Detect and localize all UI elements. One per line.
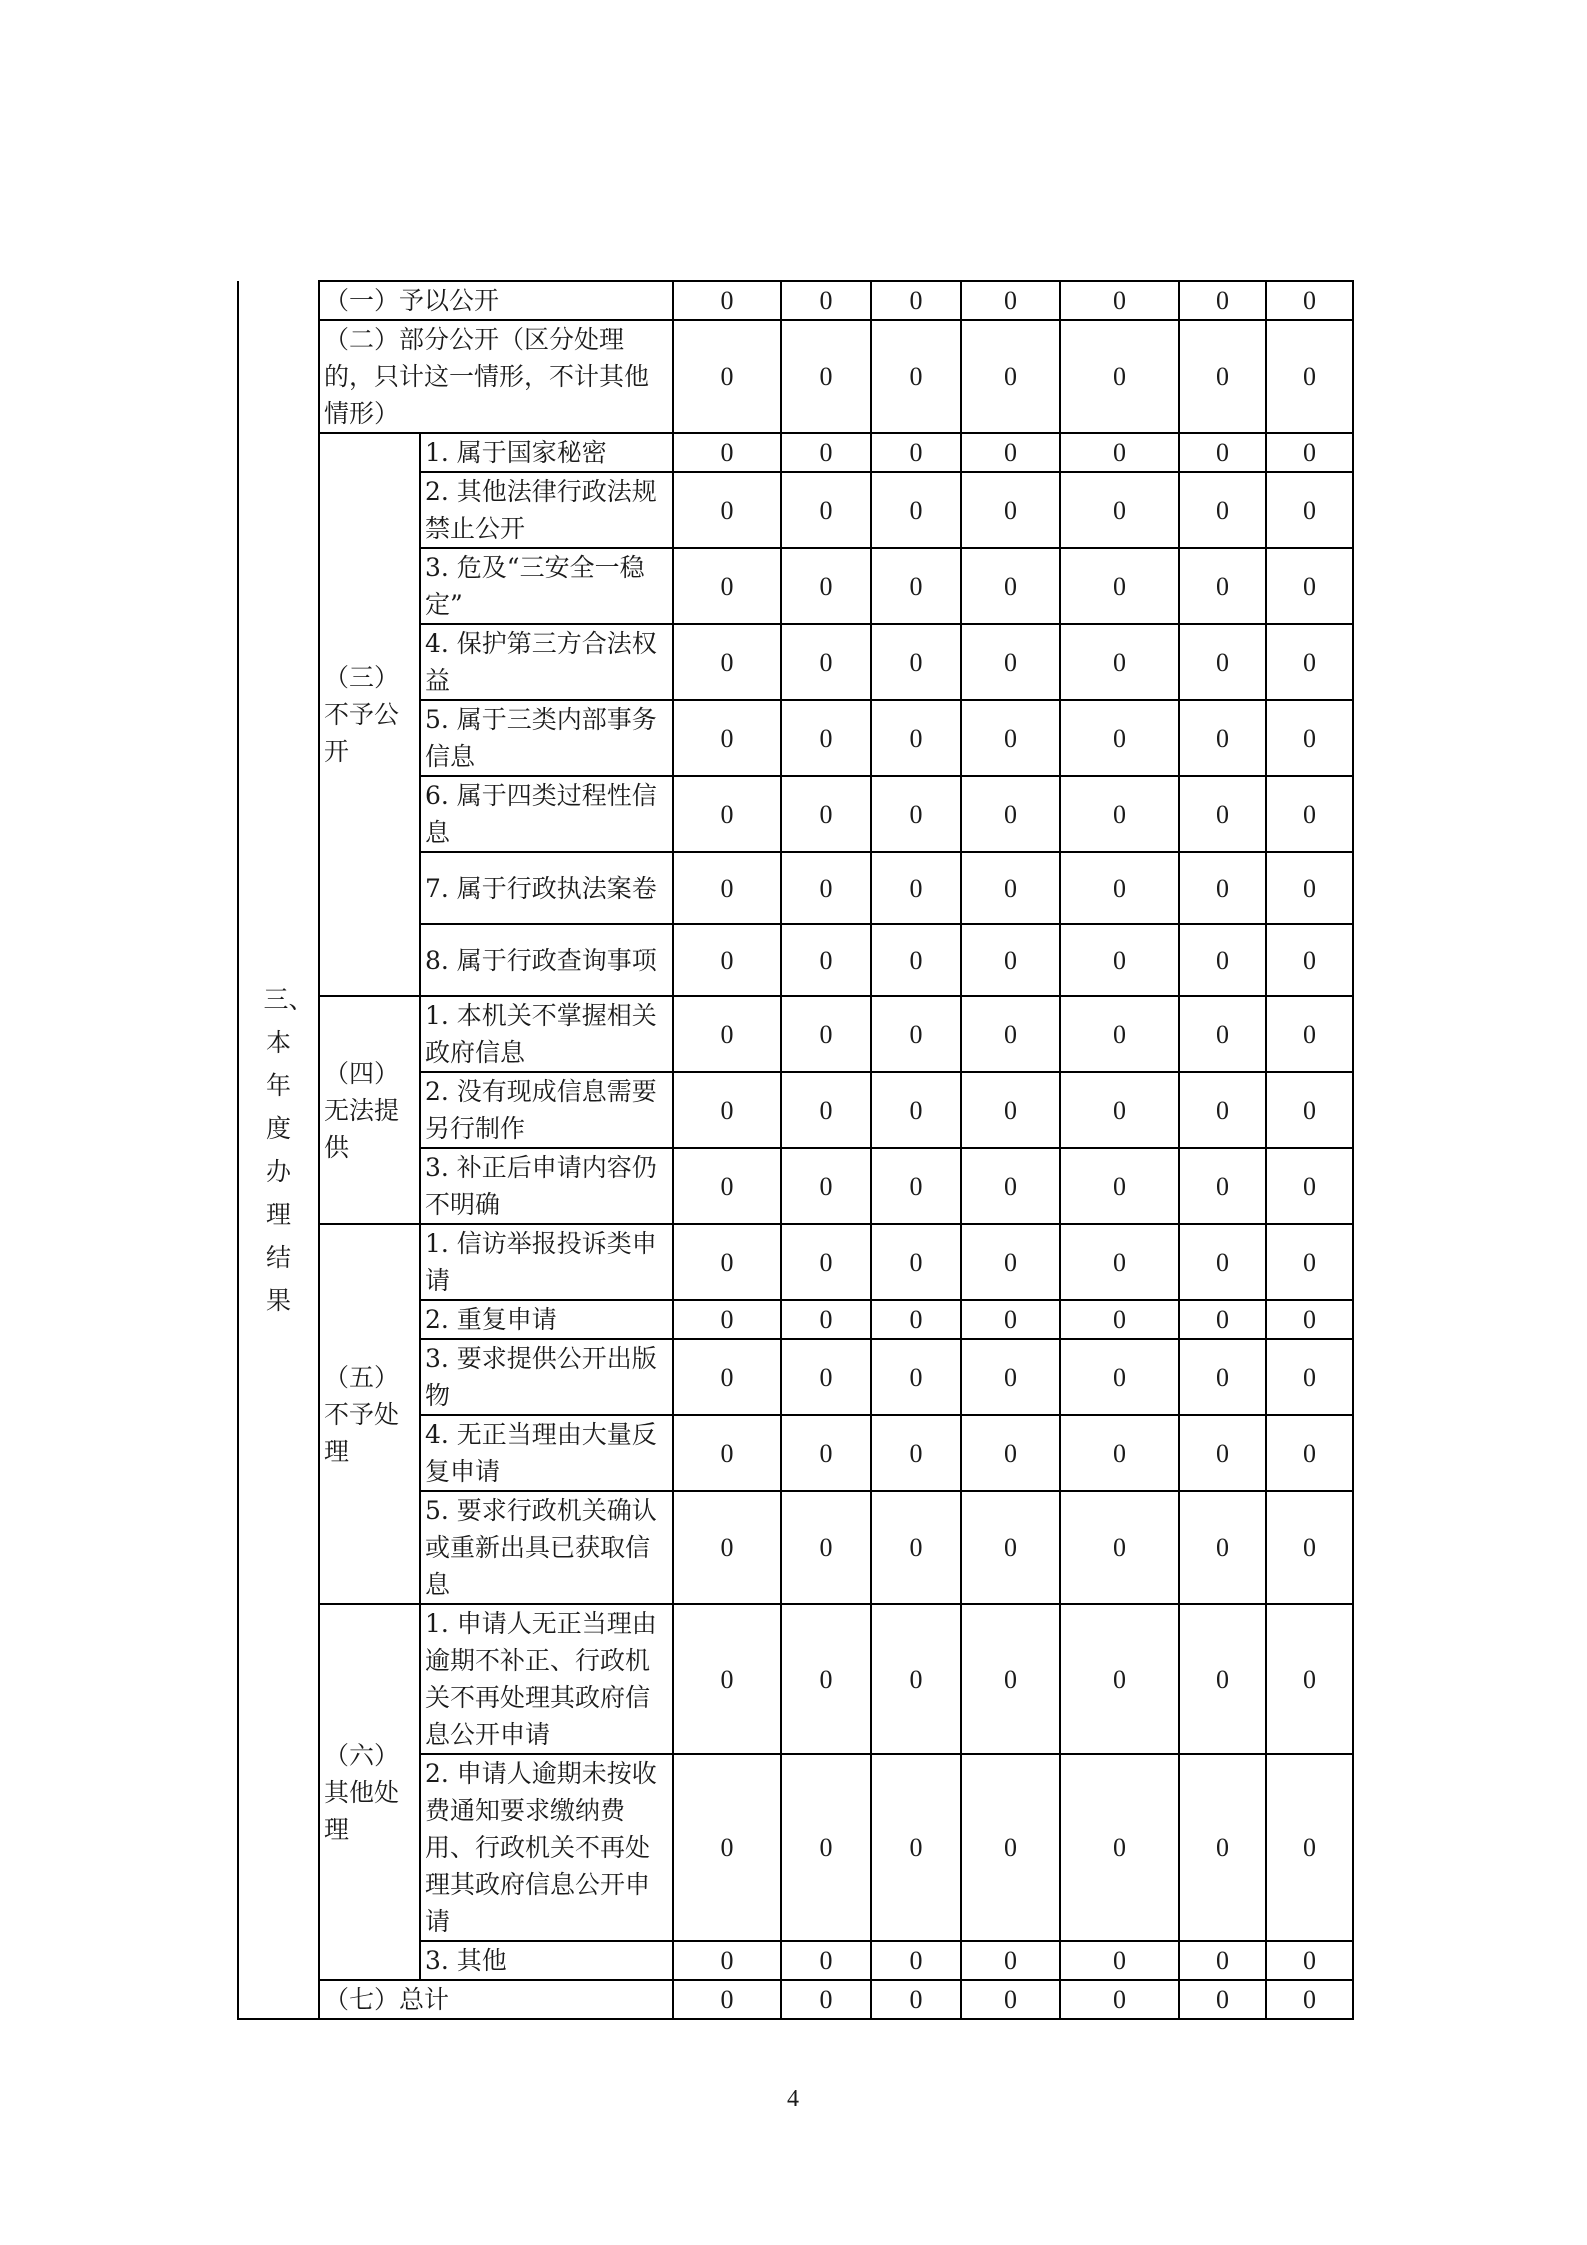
value-cell: 0 <box>1060 281 1179 320</box>
value-cell: 0 <box>871 776 961 852</box>
value-cell: 0 <box>961 1339 1060 1415</box>
value-cell: 0 <box>961 1604 1060 1754</box>
page-number: 4 <box>787 2086 799 2112</box>
value-cell: 0 <box>781 996 871 1072</box>
value-cell: 0 <box>1060 624 1179 700</box>
value-cell: 0 <box>1060 1941 1179 1980</box>
value-cell: 0 <box>1266 1072 1353 1148</box>
value-cell: 0 <box>871 1415 961 1491</box>
value-cell: 0 <box>673 320 781 433</box>
subcategory-label: 3. 危及“三安全一稳定” <box>420 548 673 624</box>
value-cell: 0 <box>1060 700 1179 776</box>
value-cell: 0 <box>1060 1300 1179 1339</box>
value-cell: 0 <box>673 1491 781 1604</box>
value-cell: 0 <box>781 1415 871 1491</box>
value-cell: 0 <box>1266 1415 1353 1491</box>
value-cell: 0 <box>871 1754 961 1941</box>
value-cell: 0 <box>781 472 871 548</box>
value-cell: 0 <box>1060 924 1179 996</box>
subcategory-label: 1. 本机关不掌握相关政府信息 <box>420 996 673 1072</box>
value-cell: 0 <box>961 1491 1060 1604</box>
value-cell: 0 <box>871 1980 961 2019</box>
value-cell: 0 <box>673 1224 781 1300</box>
section-label: 三、本年度办理结果 <box>263 984 314 1315</box>
value-cell: 0 <box>673 1604 781 1754</box>
value-cell: 0 <box>781 1980 871 2019</box>
value-cell: 0 <box>871 624 961 700</box>
value-cell: 0 <box>1266 624 1353 700</box>
value-cell: 0 <box>781 1224 871 1300</box>
value-cell: 0 <box>1179 281 1266 320</box>
group-label: （六）其他处理 <box>319 1604 420 1980</box>
subcategory-label: 2. 没有现成信息需要另行制作 <box>420 1072 673 1148</box>
group-label: （三）不予公开 <box>319 433 420 996</box>
value-cell: 0 <box>1179 624 1266 700</box>
value-cell: 0 <box>1060 472 1179 548</box>
value-cell: 0 <box>961 924 1060 996</box>
value-cell: 0 <box>871 548 961 624</box>
value-cell: 0 <box>673 1148 781 1224</box>
value-cell: 0 <box>673 624 781 700</box>
value-cell: 0 <box>1266 1980 1353 2019</box>
total-row <box>238 1980 1353 2019</box>
value-cell: 0 <box>781 1072 871 1148</box>
value-cell: 0 <box>1179 548 1266 624</box>
value-cell: 0 <box>961 320 1060 433</box>
value-cell: 0 <box>1266 320 1353 433</box>
value-cell: 0 <box>1060 1980 1179 2019</box>
value-cell: 0 <box>871 281 961 320</box>
value-cell: 0 <box>871 996 961 1072</box>
value-cell: 0 <box>961 996 1060 1072</box>
value-cell: 0 <box>673 996 781 1072</box>
value-cell: 0 <box>1060 433 1179 472</box>
value-cell: 0 <box>1266 1754 1353 1941</box>
group-label: （四）无法提供 <box>319 996 420 1224</box>
value-cell: 0 <box>871 472 961 548</box>
subcategory-label: 1. 申请人无正当理由逾期不补正、行政机关不再处理其政府信息公开申请 <box>420 1604 673 1754</box>
value-cell: 0 <box>961 700 1060 776</box>
subcategory-label: 3. 补正后申请内容仍不明确 <box>420 1148 673 1224</box>
value-cell: 0 <box>1060 1415 1179 1491</box>
category-label: （一）予以公开 <box>319 281 673 320</box>
value-cell: 0 <box>1179 776 1266 852</box>
value-cell: 0 <box>871 1941 961 1980</box>
value-cell: 0 <box>1266 1604 1353 1754</box>
subcategory-label: 2. 其他法律行政法规禁止公开 <box>420 472 673 548</box>
table-row <box>238 281 1353 320</box>
value-cell: 0 <box>961 1072 1060 1148</box>
value-cell: 0 <box>1179 1754 1266 1941</box>
value-cell: 0 <box>961 1941 1060 1980</box>
value-cell: 0 <box>961 281 1060 320</box>
value-cell: 0 <box>781 1491 871 1604</box>
value-cell: 0 <box>961 1754 1060 1941</box>
section-label-cell <box>238 281 319 2019</box>
value-cell: 0 <box>1266 924 1353 996</box>
value-cell: 0 <box>871 1339 961 1415</box>
value-cell: 0 <box>1266 700 1353 776</box>
value-cell: 0 <box>1266 1339 1353 1415</box>
value-cell: 0 <box>1060 996 1179 1072</box>
value-cell: 0 <box>871 320 961 433</box>
value-cell: 0 <box>673 1339 781 1415</box>
value-cell: 0 <box>1060 1148 1179 1224</box>
subcategory-label: 3. 其他 <box>420 1941 673 1980</box>
value-cell: 0 <box>781 433 871 472</box>
value-cell: 0 <box>673 1754 781 1941</box>
value-cell: 0 <box>673 1941 781 1980</box>
value-cell: 0 <box>673 1415 781 1491</box>
value-cell: 0 <box>781 624 871 700</box>
disposition-results-table <box>237 280 1354 2020</box>
value-cell: 0 <box>1266 1941 1353 1980</box>
subcategory-label: 1. 信访举报投诉类申请 <box>420 1224 673 1300</box>
value-cell: 0 <box>1266 852 1353 924</box>
subcategory-label: 2. 重复申请 <box>420 1300 673 1339</box>
value-cell: 0 <box>961 776 1060 852</box>
value-cell: 0 <box>871 924 961 996</box>
value-cell: 0 <box>781 700 871 776</box>
category-label: （二）部分公开（区分处理的，只计这一情形，不计其他情形） <box>319 320 673 433</box>
value-cell: 0 <box>871 1148 961 1224</box>
value-cell: 0 <box>673 776 781 852</box>
total-label: （七）总计 <box>319 1980 673 2019</box>
value-cell: 0 <box>673 924 781 996</box>
value-cell: 0 <box>673 1980 781 2019</box>
subcategory-label: 5. 要求行政机关确认或重新出具已获取信息 <box>420 1491 673 1604</box>
value-cell: 0 <box>1060 1491 1179 1604</box>
value-cell: 0 <box>1179 1148 1266 1224</box>
value-cell: 0 <box>1060 548 1179 624</box>
table-row <box>238 433 1353 472</box>
value-cell: 0 <box>673 700 781 776</box>
value-cell: 0 <box>1179 1224 1266 1300</box>
value-cell: 0 <box>1060 1224 1179 1300</box>
value-cell: 0 <box>673 852 781 924</box>
value-cell: 0 <box>1266 548 1353 624</box>
value-cell: 0 <box>1179 1941 1266 1980</box>
value-cell: 0 <box>871 1072 961 1148</box>
value-cell: 0 <box>1266 1224 1353 1300</box>
value-cell: 0 <box>1179 1300 1266 1339</box>
value-cell: 0 <box>1060 320 1179 433</box>
value-cell: 0 <box>673 281 781 320</box>
value-cell: 0 <box>961 472 1060 548</box>
value-cell: 0 <box>781 1148 871 1224</box>
subcategory-label: 4. 无正当理由大量反复申请 <box>420 1415 673 1491</box>
value-cell: 0 <box>781 776 871 852</box>
table-row <box>238 320 1353 433</box>
value-cell: 0 <box>1266 1491 1353 1604</box>
value-cell: 0 <box>1179 1339 1266 1415</box>
value-cell: 0 <box>961 1980 1060 2019</box>
value-cell: 0 <box>1266 1300 1353 1339</box>
value-cell: 0 <box>871 1300 961 1339</box>
value-cell: 0 <box>1266 996 1353 1072</box>
subcategory-label: 7. 属于行政执法案卷 <box>420 852 673 924</box>
value-cell: 0 <box>1179 320 1266 433</box>
value-cell: 0 <box>781 281 871 320</box>
value-cell: 0 <box>781 1339 871 1415</box>
value-cell: 0 <box>781 1604 871 1754</box>
value-cell: 0 <box>781 852 871 924</box>
value-cell: 0 <box>673 1072 781 1148</box>
value-cell: 0 <box>1179 472 1266 548</box>
value-cell: 0 <box>961 624 1060 700</box>
value-cell: 0 <box>1060 1339 1179 1415</box>
value-cell: 0 <box>1266 281 1353 320</box>
value-cell: 0 <box>1060 852 1179 924</box>
subcategory-label: 6. 属于四类过程性信息 <box>420 776 673 852</box>
value-cell: 0 <box>1179 1415 1266 1491</box>
value-cell: 0 <box>871 1224 961 1300</box>
value-cell: 0 <box>673 548 781 624</box>
subcategory-label: 4. 保护第三方合法权益 <box>420 624 673 700</box>
value-cell: 0 <box>961 1300 1060 1339</box>
subcategory-label: 2. 申请人逾期未按收费通知要求缴纳费用、行政机关不再处理其政府信息公开申请 <box>420 1754 673 1941</box>
value-cell: 0 <box>1179 1491 1266 1604</box>
value-cell: 0 <box>781 548 871 624</box>
value-cell: 0 <box>1179 1072 1266 1148</box>
value-cell: 0 <box>871 1604 961 1754</box>
subcategory-label: 8. 属于行政查询事项 <box>420 924 673 996</box>
value-cell: 0 <box>1179 700 1266 776</box>
subcategory-label: 3. 要求提供公开出版物 <box>420 1339 673 1415</box>
value-cell: 0 <box>1060 1072 1179 1148</box>
table-row <box>238 996 1353 1072</box>
value-cell: 0 <box>673 1300 781 1339</box>
value-cell: 0 <box>961 1415 1060 1491</box>
table-row <box>238 1604 1353 1754</box>
group-label: （五）不予处理 <box>319 1224 420 1604</box>
value-cell: 0 <box>871 700 961 776</box>
value-cell: 0 <box>1266 472 1353 548</box>
value-cell: 0 <box>1179 433 1266 472</box>
value-cell: 0 <box>1179 852 1266 924</box>
value-cell: 0 <box>871 1491 961 1604</box>
value-cell: 0 <box>871 852 961 924</box>
value-cell: 0 <box>1060 1754 1179 1941</box>
value-cell: 0 <box>871 433 961 472</box>
subcategory-label: 1. 属于国家秘密 <box>420 433 673 472</box>
table-row <box>238 1224 1353 1300</box>
value-cell: 0 <box>1179 924 1266 996</box>
value-cell: 0 <box>781 320 871 433</box>
value-cell: 0 <box>1179 1980 1266 2019</box>
value-cell: 0 <box>781 924 871 996</box>
value-cell: 0 <box>1060 1604 1179 1754</box>
value-cell: 0 <box>1179 1604 1266 1754</box>
subcategory-label: 5. 属于三类内部事务信息 <box>420 700 673 776</box>
value-cell: 0 <box>781 1300 871 1339</box>
value-cell: 0 <box>961 548 1060 624</box>
value-cell: 0 <box>673 472 781 548</box>
value-cell: 0 <box>961 852 1060 924</box>
value-cell: 0 <box>961 433 1060 472</box>
value-cell: 0 <box>961 1224 1060 1300</box>
value-cell: 0 <box>1266 1148 1353 1224</box>
value-cell: 0 <box>961 1148 1060 1224</box>
value-cell: 0 <box>1266 776 1353 852</box>
value-cell: 0 <box>673 433 781 472</box>
value-cell: 0 <box>1060 776 1179 852</box>
value-cell: 0 <box>781 1941 871 1980</box>
value-cell: 0 <box>1179 996 1266 1072</box>
value-cell: 0 <box>1266 433 1353 472</box>
value-cell: 0 <box>781 1754 871 1941</box>
